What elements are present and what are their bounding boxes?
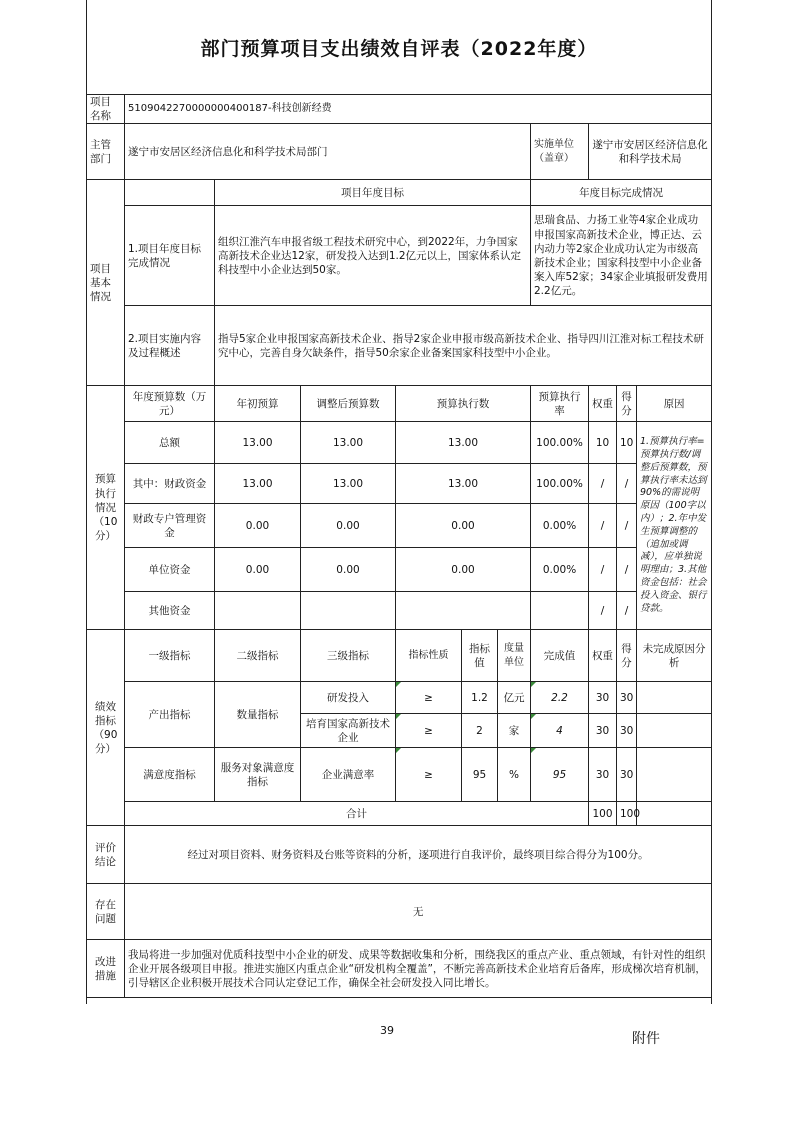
budget-header: 原因	[637, 386, 712, 422]
budget-initial: 13.00	[215, 422, 301, 464]
budget-weight: /	[589, 592, 617, 630]
conclusion-text: 经过对项目资料、财务资料及台账等资料的分析，逐项进行自我评价，最终项目综合得分为100分。	[125, 826, 712, 884]
basic-row2-text: 指导5家企业申报国家高新技术企业、指导2家企业申报市级高新技术企业、指导四川江淮对标工程技术研究中心，完善自身欠缺条件，指导50余家企业备案国家科技型中小企业。	[215, 306, 712, 386]
budget-header: 权重	[589, 386, 617, 422]
perf-header: 得分	[617, 630, 637, 682]
perf-actual: 4	[531, 714, 589, 748]
total-label: 合计	[125, 802, 589, 826]
budget-header: 年初预算	[215, 386, 301, 422]
budget-weight: 10	[589, 422, 617, 464]
budget-weight: /	[589, 548, 617, 592]
budget-initial: 0.00	[215, 504, 301, 548]
budget-row-label: 单位资金	[125, 548, 215, 592]
perf-level3: 培育国家高新技术企业	[301, 714, 396, 748]
project-name-label: 项目名称	[87, 95, 125, 124]
attachment-label: 附件	[632, 1031, 660, 1047]
total-score: 100	[617, 802, 637, 826]
project-name-value: 5109042270000000400187-科技创新经费	[125, 95, 712, 124]
performance-section-label: 绩效指标（90分）	[87, 630, 125, 826]
perf-header: 一级指标	[125, 630, 215, 682]
perf-unit: 家	[498, 714, 531, 748]
budget-adjusted: 0.00	[301, 504, 396, 548]
improve-text: 我局将进一步加强对优质科技型中小企业的研发、成果等数据收集和分析，围绕我区的重点产业、重点领域，有针对性的组织企业开展各级项目申报。推进实施区内重点企业“研发机构全覆盖”，不断完善高新技术企业培育后备库，形成梯次培育机制，引导辖区企业积极开展技术合同认定登记工作，确保全社会研发投入同比增长。	[125, 940, 712, 998]
budget-header: 年度预算数（万元）	[125, 386, 215, 422]
perf-weight: 30	[589, 714, 617, 748]
perf-header: 三级指标	[301, 630, 396, 682]
basic-done-header: 年度目标完成情况	[531, 180, 712, 206]
page-title: 部门预算项目支出绩效自评表（2022年度）	[87, 0, 711, 95]
perf-nature: ≥	[396, 682, 462, 714]
perf-header: 权重	[589, 630, 617, 682]
perf-level2-service: 服务对象满意度指标	[215, 748, 301, 802]
budget-row	[87, 592, 712, 630]
budget-reason-note: 1.预算执行率=预算执行数/调整后预算数，预算执行率未达到90%的需说明原因（100字以内）；2.年中发生预算调整的（追加或调减），应单独说明理由；3.其他资金包括：社会投入资金、银行贷款。	[637, 422, 712, 630]
budget-score: /	[617, 548, 637, 592]
budget-row-label: 其中：财政资金	[125, 464, 215, 504]
total-reason-blank	[637, 802, 712, 826]
impl-unit-value: 遂宁市安居区经济信息化和科学技术局	[589, 124, 712, 180]
budget-weight: /	[589, 504, 617, 548]
perf-level1-satisfaction: 满意度指标	[125, 748, 215, 802]
perf-unit: %	[498, 748, 531, 802]
issues-label: 存在问题	[87, 884, 125, 940]
budget-header: 预算执行数	[396, 386, 531, 422]
dept-value: 遂宁市安居区经济信息化和科学技术局部门	[125, 124, 531, 180]
perf-header: 完成值	[531, 630, 589, 682]
perf-nature: ≥	[396, 748, 462, 802]
budget-header: 预算执行率	[531, 386, 589, 422]
perf-reason	[637, 682, 712, 714]
basic-row1-done: 思瑞食品、力扬工业等4家企业成功申报国家高新技术企业，博正达、云内动力等2家企业成功认定为市级高新技术企业；国家科技型中小企业备案入库52家；34家企业填报研发费用2.2亿元。	[531, 206, 712, 306]
budget-initial: 13.00	[215, 464, 301, 504]
perf-level2-quantity: 数量指标	[215, 682, 301, 748]
issues-text: 无	[125, 884, 712, 940]
budget-adjusted	[301, 592, 396, 630]
perf-header: 指标值	[462, 630, 498, 682]
budget-executed: 0.00	[396, 548, 531, 592]
perf-level1-output: 产出指标	[125, 682, 215, 748]
perf-level3: 研发投入	[301, 682, 396, 714]
budget-row-label: 其他资金	[125, 592, 215, 630]
budget-row	[87, 422, 712, 464]
budget-score: 10	[617, 422, 637, 464]
perf-nature: ≥	[396, 714, 462, 748]
basic-row2-label: 2.项目实施内容及过程概述	[125, 306, 215, 386]
budget-initial	[215, 592, 301, 630]
budget-initial: 0.00	[215, 548, 301, 592]
perf-weight: 30	[589, 682, 617, 714]
budget-executed	[396, 592, 531, 630]
perf-row	[87, 748, 712, 802]
perf-header: 指标性质	[396, 630, 462, 682]
budget-row	[87, 464, 712, 504]
budget-rate: 100.00%	[531, 464, 589, 504]
basic-section-label: 项目基本情况	[87, 180, 125, 386]
budget-rate	[531, 592, 589, 630]
basic-row1-goal: 组织江淮汽车申报省级工程技术研究中心，到2022年，力争国家高新技术企业达12家，研发投入达到1.2亿元以上，国家体系认定科技型中小企业达到50家。	[215, 206, 531, 306]
basic-blank-cell	[125, 180, 215, 206]
perf-header: 未完成原因分析	[637, 630, 712, 682]
budget-score: /	[617, 464, 637, 504]
performance-self-evaluation-table	[86, 94, 712, 998]
conclusion-label: 评价结论	[87, 826, 125, 884]
perf-target: 1.2	[462, 682, 498, 714]
basic-row1-label: 1.项目年度目标完成情况	[125, 206, 215, 306]
budget-score: /	[617, 504, 637, 548]
perf-score: 30	[617, 748, 637, 802]
perf-target: 95	[462, 748, 498, 802]
budget-row	[87, 504, 712, 548]
perf-actual: 2.2	[531, 682, 589, 714]
perf-weight: 30	[589, 748, 617, 802]
budget-score: /	[617, 592, 637, 630]
perf-actual: 95	[531, 748, 589, 802]
budget-rate: 0.00%	[531, 548, 589, 592]
budget-rate: 100.00%	[531, 422, 589, 464]
budget-executed: 13.00	[396, 422, 531, 464]
budget-weight: /	[589, 464, 617, 504]
budget-executed: 0.00	[396, 504, 531, 548]
improve-label: 改进措施	[87, 940, 125, 998]
budget-header: 得分	[617, 386, 637, 422]
budget-row-label: 财政专户管理资金	[125, 504, 215, 548]
total-weight: 100	[589, 802, 617, 826]
perf-reason	[637, 714, 712, 748]
budget-adjusted: 0.00	[301, 548, 396, 592]
perf-score: 30	[617, 682, 637, 714]
budget-adjusted: 13.00	[301, 464, 396, 504]
perf-unit: 亿元	[498, 682, 531, 714]
dept-label: 主管部门	[87, 124, 125, 180]
basic-goal-header: 项目年度目标	[215, 180, 531, 206]
perf-reason	[637, 748, 712, 802]
perf-score: 30	[617, 714, 637, 748]
budget-row-label: 总额	[125, 422, 215, 464]
perf-level3: 企业满意率	[301, 748, 396, 802]
perf-target: 2	[462, 714, 498, 748]
budget-header: 调整后预算数	[301, 386, 396, 422]
budget-section-label: 预算执行情况（10分）	[87, 386, 125, 630]
page-number: 39	[380, 1024, 394, 1037]
budget-adjusted: 13.00	[301, 422, 396, 464]
perf-header: 二级指标	[215, 630, 301, 682]
budget-row	[87, 548, 712, 592]
perf-header: 度量单位	[498, 630, 531, 682]
budget-executed: 13.00	[396, 464, 531, 504]
budget-rate: 0.00%	[531, 504, 589, 548]
perf-row	[87, 682, 712, 714]
impl-unit-label: 实施单位（盖章）	[531, 124, 589, 180]
